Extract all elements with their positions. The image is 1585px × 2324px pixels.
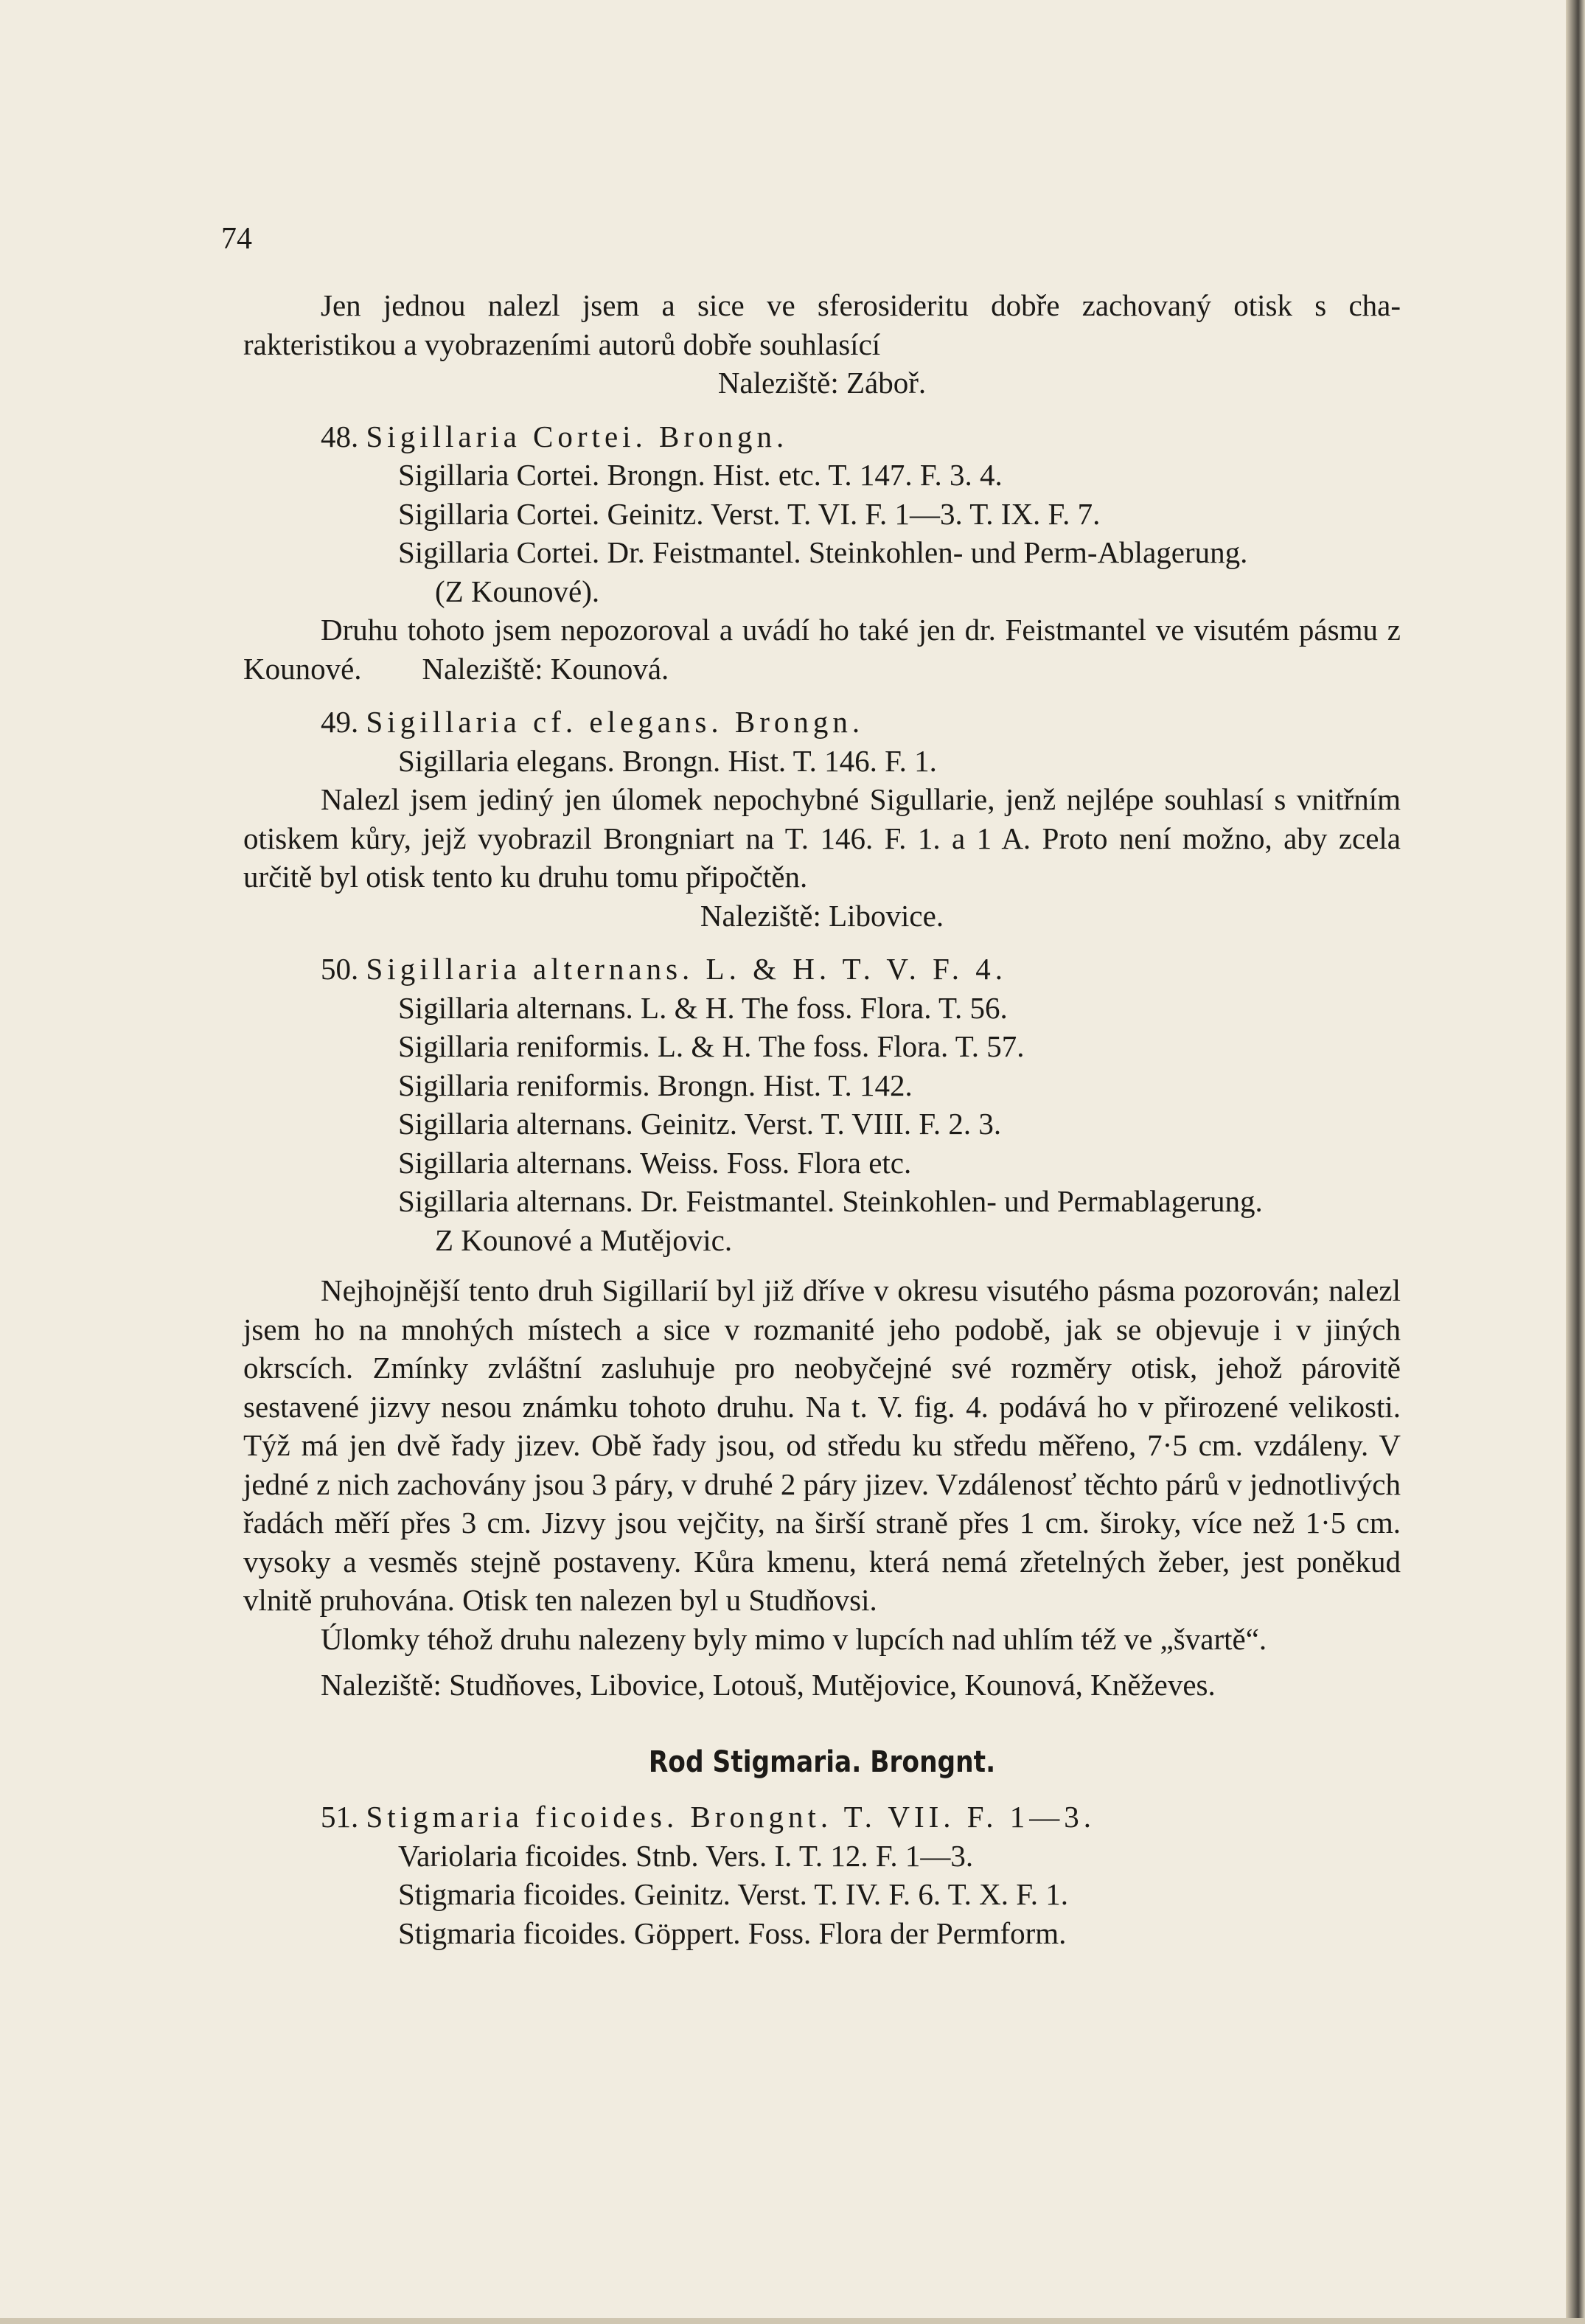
paragraph-cortei: Druhu tohoto jsem nepozoroval a uvádí ho také jen dr. Feistmantel ve visutém pásmu z Kounové. Naleziště: Kounová. — [243, 613, 1409, 686]
page-bottom-edge — [0, 2318, 1585, 2324]
paragraph-intro-line2: rakteristikou a vyobrazeními autorů dobře souhlasící — [243, 327, 881, 361]
reference-line: Stigmaria ficoides. Göppert. Foss. Flora der Permform. — [398, 1916, 1067, 1950]
reference-line: Stigmaria ficoides. Geinitz. Verst. T. IV. F. 6. T. X. F. 1. — [398, 1877, 1069, 1911]
page-body — [243, 286, 1409, 1952]
species-heading-50 — [243, 950, 1401, 989]
reference-line: Sigillaria Cortei. Geinitz. Verst. T. VI. F. 1—3. T. IX. F. 7. — [398, 496, 1101, 531]
species-number: 48. — [321, 419, 359, 453]
paragraph-elegans: Nalezl jsem jediný jen úlomek nepochybné Sigullarie, jenž nejlépe souhlasí s vnitřním otiskem kůry, jejž vyobrazil Brongniart na T. 146. F. 1. a 1 A. Proto není možno, aby zcela určitě byl otisk tento ku druhu tomu připočtěn. — [243, 782, 1401, 894]
paragraph-alternans: Nejhojnější tento druh Sigillarií byl již dříve v okresu visutého pásma pozorován; nalezl jsem ho na mnohých místech a sice v rozmanité jeho podobě, jak se objevuje i v jiných okrscích. Zmínky zvláštní zasluhuje pro neobyčejné své rozměry otisk, jehož párovitě sestavené jizvy nesou známku tohoto druhu. Na t. V. fig. 4. podává ho v přirozené velikosti. Týž má jen dvě řady jizev. Obě řady jsou, od středu ku středu měřeno, 7·5 cm. vzdáleny. V jedné z nich zachovány jsou 3 páry, v druhé 2 páry jizev. Vzdálenosť těchto párů v jednotlivých řadách měří přes 3 cm. Jizvy jsou vejčity, na širší straně přes 1 cm. široky, více než 1·5 cm. vysoky a vesměs stejně postaveny. Kůra kmenu, která nemá zřetelných žeber, jest poněkud vlnitě pruhována. Otisk ten nalezen byl u Studňovsi. — [243, 1273, 1401, 1617]
species-name: Sigillaria cf. elegans. Brongn. — [366, 705, 865, 739]
species-number: 51. — [321, 1800, 359, 1834]
reference-line: Variolaria ficoides. Stnb. Vers. I. T. 12. F. 1—3. — [398, 1838, 974, 1873]
reference-note: Z Kounové a Mutějovic. — [435, 1222, 733, 1257]
paragraph-ulomky: Úlomky téhož druhu nalezeny byly mimo v lupcích nad uhlím též ve „švartě“. — [321, 1621, 1267, 1656]
species-name: Stigmaria ficoides. Brongnt. T. VII. F. 1—3. — [366, 1800, 1096, 1834]
locality-zabor: Naleziště: Záboř. — [717, 366, 927, 400]
locality-list: Naleziště: Studňoves, Libovice, Lotouš, Mutějovice, Kounová, Kněževes. — [321, 1668, 1216, 1702]
locality-libovice: Naleziště: Libovice. — [700, 898, 944, 933]
species-number: 50. — [321, 952, 359, 986]
species-heading-49 — [243, 703, 1401, 742]
species-number: 49. — [321, 705, 359, 739]
reference-line: Sigillaria Cortei. Dr. Feistmantel. Steinkohlen- und Perm-Ablagerung. — [398, 535, 1248, 569]
reference-line: Sigillaria reniformis. Brongn. Hist. T. 142. — [398, 1068, 913, 1102]
species-name: Sigillaria alternans. L. & H. T. V. F. 4. — [366, 952, 1007, 986]
book-spine-edge — [1566, 0, 1585, 2324]
reference-line: Sigillaria elegans. Brongn. Hist. T. 146. F. 1. — [398, 743, 937, 778]
page-number: 74 — [221, 222, 252, 256]
reference-note: (Z Kounové). — [435, 574, 600, 608]
section-heading-stigmaria: Rod Stigmaria. Brongnt. — [648, 1744, 996, 1779]
reference-line: Sigillaria alternans. Geinitz. Verst. T. VIII. F. 2. 3. — [398, 1107, 1002, 1141]
reference-line: Sigillaria reniformis. L. & H. The foss. Flora. T. 57. — [398, 1029, 1025, 1063]
reference-line: Sigillaria alternans. L. & H. The foss. Flora. T. 56. — [398, 990, 1008, 1025]
reference-line: Sigillaria alternans. Weiss. Foss. Flora etc. — [398, 1145, 912, 1180]
reference-line: Sigillaria alternans. Dr. Feistmantel. Steinkohlen- und Permablagerung. — [398, 1184, 1263, 1218]
paragraph-intro-line1: Jen jednou nalezl jsem a sice ve sferosideritu dobře zachovaný otisk s cha- — [321, 288, 1401, 322]
species-heading-48 — [243, 417, 1401, 456]
species-name: Sigillaria Cortei. Brongn. — [366, 419, 789, 453]
reference-line: Sigillaria Cortei. Brongn. Hist. etc. T. 147. F. 3. 4. — [398, 458, 1003, 492]
species-heading-51 — [243, 1798, 1401, 1837]
